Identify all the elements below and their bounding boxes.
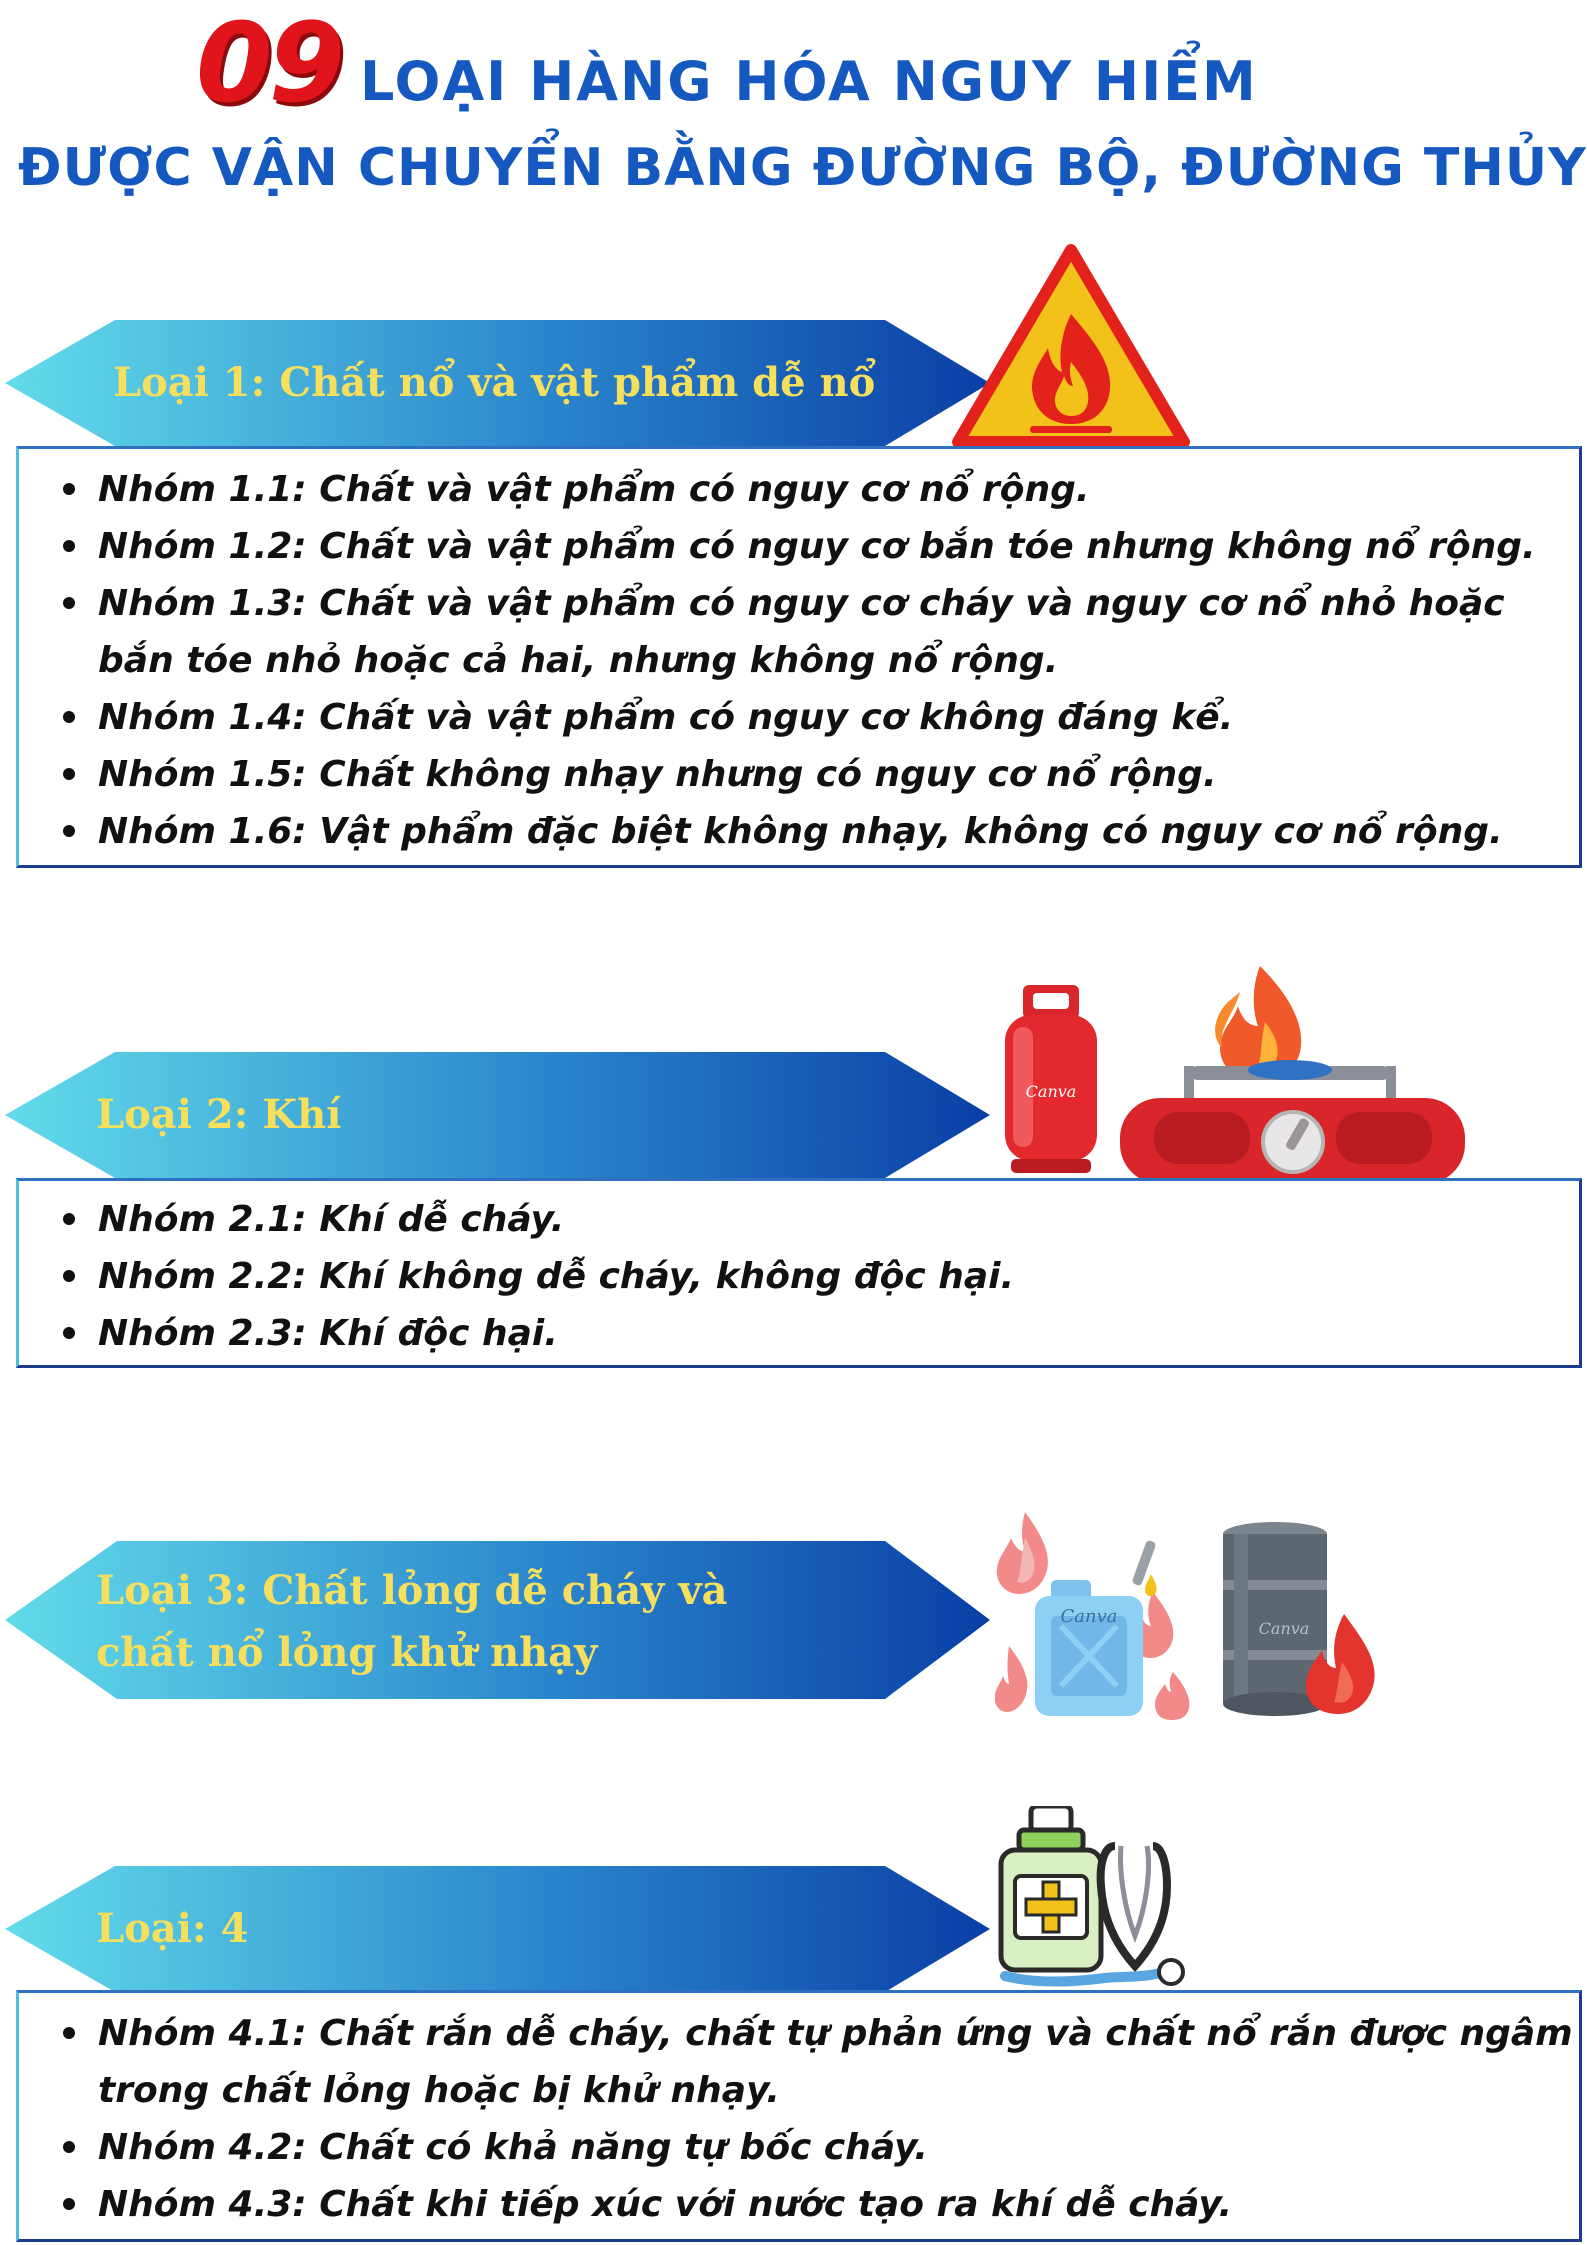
title-number: 09 [196, 0, 342, 127]
svg-text:Canva: Canva [1025, 1082, 1077, 1101]
list-item: Nhóm 4.2: Chất có khả năng tự bốc cháy. [19, 2119, 1579, 2176]
page-title-line2: ĐƯỢC VẬN CHUYỂN BẰNG ĐƯỜNG BỘ, ĐƯỜNG THỦY [18, 138, 1587, 198]
list-item: Nhóm 1.6: Vật phẩm đặc biệt không nhạy, không có nguy cơ nổ rộng. [19, 803, 1579, 860]
bullet-icon [63, 2198, 75, 2210]
section-2-box [16, 1178, 1582, 1368]
section-2-list [19, 1191, 1579, 1362]
bullet-icon [63, 1327, 75, 1339]
section-1-list [19, 461, 1579, 860]
section-4-box [16, 1990, 1582, 2242]
gas-cylinder-icon [995, 985, 1107, 1175]
bullet-icon [63, 711, 75, 723]
bullet-icon [63, 483, 75, 495]
list-item: Nhóm 2.2: Khí không dễ cháy, không độc hại. [19, 1248, 1579, 1305]
svg-text:Canva: Canva [1060, 1606, 1118, 1627]
list-item: Nhóm 4.1: Chất rắn dễ cháy, chất tự phản ứng và chất nổ rắn được ngâm trong chất lỏng hoặc bị khử nhạy. [19, 2005, 1579, 2119]
svg-text:Canva: Canva [1258, 1619, 1310, 1638]
list-item: Nhóm 1.5: Chất không nhạy nhưng có nguy cơ nổ rộng. [19, 746, 1579, 803]
section-1-label: Loại 1: Chất nổ và vật phẩm dễ nổ [113, 359, 876, 406]
burning-oil-barrel-icon [1210, 1522, 1385, 1722]
bullet-icon [63, 1270, 75, 1282]
fire-warning-triangle-icon [952, 244, 1190, 448]
list-item: Nhóm 1.2: Chất và vật phẩm có nguy cơ bắn tóe nhưng không nổ rộng. [19, 518, 1579, 575]
section-3-label-line1: Loại 3: Chất lỏng dễ cháy và [96, 1567, 728, 1614]
bullet-icon [63, 2141, 75, 2153]
list-item: Nhóm 1.1: Chất và vật phẩm có nguy cơ nổ rộng. [19, 461, 1579, 518]
list-item: Nhóm 1.4: Chất và vật phẩm có nguy cơ không đáng kể. [19, 689, 1579, 746]
list-item: Nhóm 2.3: Khí độc hại. [19, 1305, 1579, 1362]
page-title-line1: LOẠI HÀNG HÓA NGUY HIỂM [360, 50, 1258, 113]
section-1-box [16, 446, 1582, 868]
section-4-label: Loại: 4 [96, 1905, 249, 1952]
bullet-icon [63, 768, 75, 780]
list-item: Nhóm 1.3: Chất và vật phẩm có nguy cơ cháy và nguy cơ nổ nhỏ hoặc bắn tóe nhỏ hoặc cả hai, nhưng không nổ rộng. [19, 575, 1579, 689]
gas-stove-icon [1110, 962, 1475, 1188]
bullet-icon [63, 825, 75, 837]
section-3-label-line2: chất nổ lỏng khử nhạy [96, 1629, 598, 1676]
medicine-bottle-pliers-icon [995, 1806, 1190, 1992]
bullet-icon [63, 2027, 75, 2039]
bullet-icon [63, 1213, 75, 1225]
list-item: Nhóm 2.1: Khí dễ cháy. [19, 1191, 1579, 1248]
list-item: Nhóm 4.3: Chất khi tiếp xúc với nước tạo ra khí dễ cháy. [19, 2176, 1579, 2233]
burning-jerrycan-icon [995, 1512, 1195, 1722]
bullet-icon [63, 540, 75, 552]
section-2-label: Loại 2: Khí [96, 1091, 342, 1138]
bullet-icon [63, 597, 75, 609]
section-4-list [19, 2005, 1579, 2233]
